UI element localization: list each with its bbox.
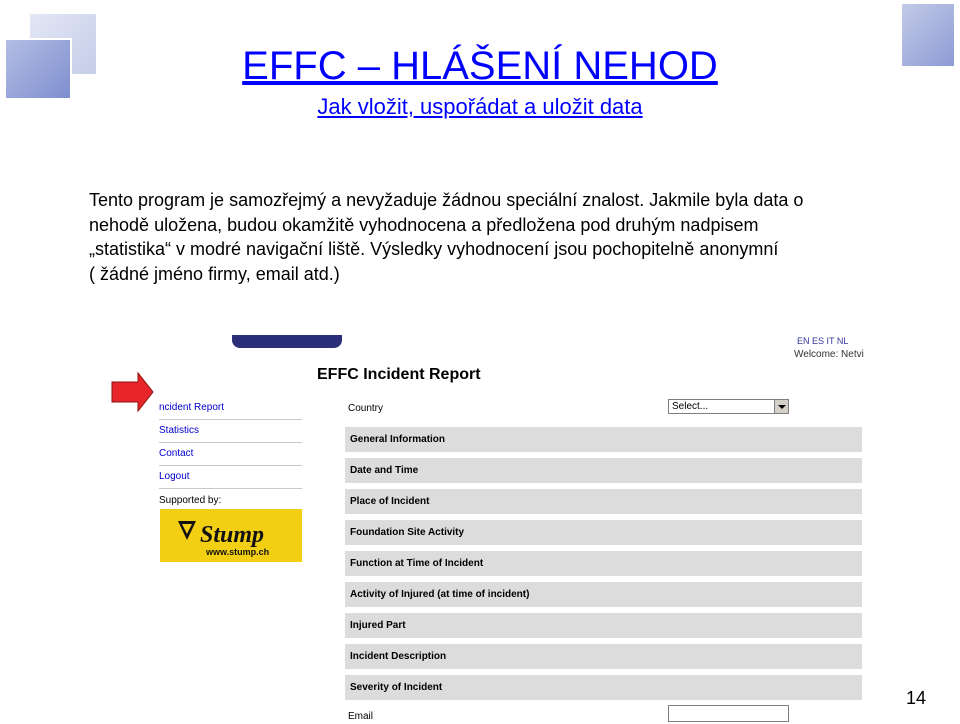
body-text (89, 188, 899, 286)
section-general-information[interactable]: General Information (345, 427, 862, 452)
welcome-text: Welcome: Netvi (794, 349, 864, 360)
section-severity[interactable]: Severity of Incident (345, 675, 862, 700)
section-injured-part[interactable]: Injured Part (345, 613, 862, 638)
section-activity-of-injured[interactable]: Activity of Injured (at time of incident) (345, 582, 862, 607)
section-place-of-incident[interactable]: Place of Incident (345, 489, 862, 514)
sponsor-logo[interactable] (160, 509, 302, 562)
site-logo-fragment (232, 335, 342, 348)
stump-logo-icon (160, 509, 302, 562)
body-line: Tento program je samozřejmý a nevyžaduje žádnou speciální znalost. Jakmile byla data o (89, 190, 804, 210)
section-foundation-site-activity[interactable]: Foundation Site Activity (345, 520, 862, 545)
nav-incident-report[interactable]: ncident Report (159, 397, 302, 420)
red-arrow-icon (112, 372, 154, 412)
section-incident-description[interactable]: Incident Description (345, 644, 862, 669)
body-line: „statistika“ v modré navigační liště. Výsledky vyhodnocení jsou pochopitelně anonymní (89, 239, 779, 260)
nav-logout[interactable]: Logout (159, 466, 302, 489)
section-function-at-time[interactable]: Function at Time of Incident (345, 551, 862, 576)
sponsor-brand: Stump (200, 522, 265, 548)
email-row (345, 704, 862, 724)
incident-form (345, 395, 862, 724)
country-select-value: Select... (672, 401, 709, 412)
sponsor-url: www.stump.ch (206, 547, 270, 557)
language-switcher[interactable]: EN ES IT NL (797, 336, 849, 346)
email-label: Email (348, 711, 374, 722)
body-line: nehodě uložena, budou okamžitě vyhodnocena a předložena pod druhým nadpisem (89, 214, 759, 235)
sidebar-nav (159, 397, 302, 489)
country-select[interactable] (668, 399, 789, 414)
body-line: ( žádné jméno firmy, email atd.) (89, 263, 340, 284)
page-number: 14 (905, 688, 926, 708)
dropdown-arrow-icon[interactable] (774, 400, 788, 413)
nav-statistics[interactable]: Statistics (159, 420, 302, 443)
country-label: Country (348, 403, 384, 414)
slide-subtitle: Jak vložit, uspořádat a uložit data (317, 94, 643, 119)
country-row (345, 395, 862, 421)
report-title: EFFC Incident Report (317, 366, 481, 383)
slide-title: EFFC – HLÁŠENÍ NEHOD (242, 44, 718, 88)
email-field[interactable] (668, 705, 789, 722)
incident-report-screenshot (112, 335, 864, 722)
supported-by-label: Supported by: (159, 495, 222, 506)
nav-contact[interactable]: Contact (159, 443, 302, 466)
section-date-and-time[interactable]: Date and Time (345, 458, 862, 483)
